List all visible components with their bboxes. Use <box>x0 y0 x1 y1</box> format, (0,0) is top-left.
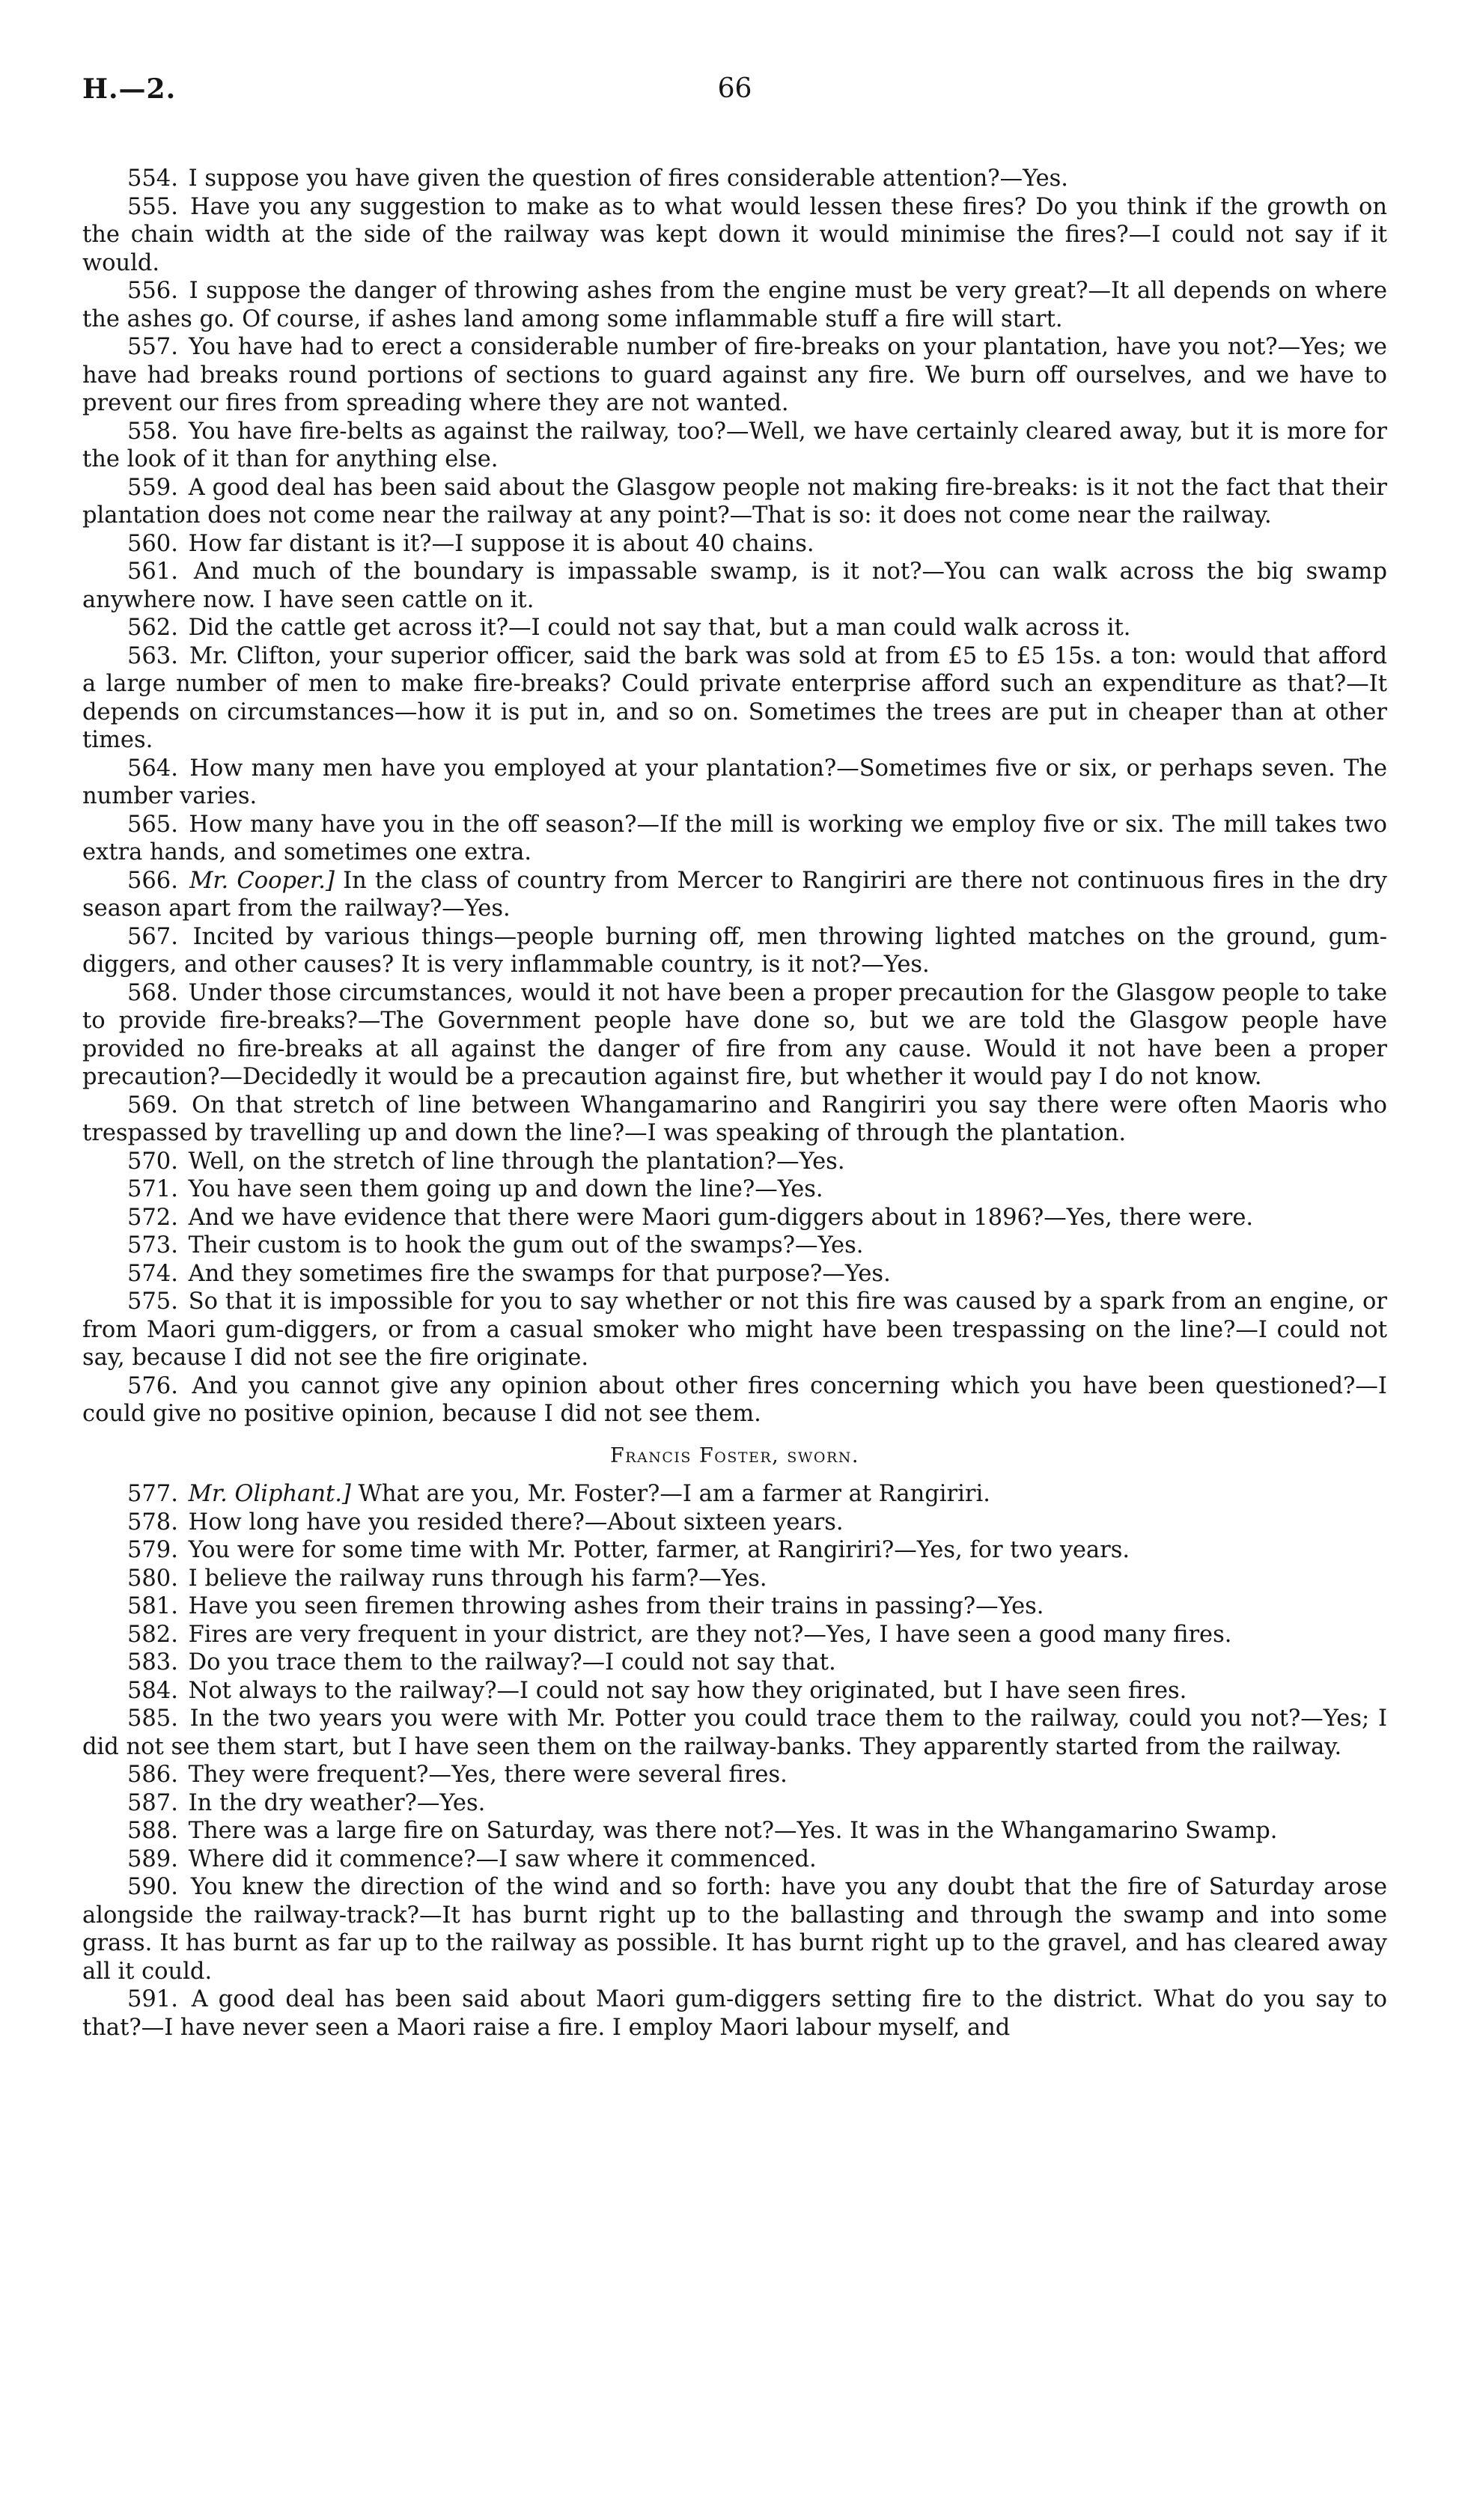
question-text: Well, on the stretch of line through the plantation?—Yes. <box>188 1148 845 1175</box>
question-text: So that it is impossible for you to say whether or not this fire was caused by a spark from an engine, or from Maori gum-diggers, or from a casual smoker who might have been trespassing on the line?—I could not say, because I did not see the fire originate. <box>82 1288 1387 1371</box>
question-number: 580. <box>127 1565 178 1592</box>
question-text: On that stretch of line between Whangamarino and Rangiriri you say there were often Maoris who trespassed by travelling up and down the line?—I was speaking of through the plantation. <box>82 1092 1387 1146</box>
question-paragraph <box>82 333 1387 418</box>
question-text: Did the cattle get across it?—I could not say that, but a man could walk across it. <box>188 615 1131 641</box>
question-text: A good deal has been said about the Glasgow people not making fire-breaks: is it not the fact that their plantation does not come near the railway at any point?—That is so: it does not come near the railway. <box>82 474 1387 529</box>
question-paragraph <box>82 755 1387 811</box>
question-text: Their custom is to hook the gum out of the swamps?—Yes. <box>188 1232 864 1259</box>
question-text: I suppose you have given the question of fires considerable attention?—Yes. <box>188 165 1068 192</box>
question-paragraph <box>82 1232 1387 1260</box>
question-number: 586. <box>127 1762 178 1788</box>
question-paragraph <box>82 811 1387 867</box>
question-number: 587. <box>127 1789 178 1816</box>
examiner-name: Mr. Oliphant.] <box>188 1481 351 1507</box>
question-text: I suppose the danger of throwing ashes from the engine must be very great?—It all depends on where the ashes go. Of course, if ashes land among some inflammable stuff a fire will start. <box>82 278 1387 332</box>
question-text: And you cannot give any opinion about other fires concerning which you have been questioned?—I could give no positive opinion, because I did not see them. <box>82 1372 1387 1427</box>
question-number: 560. <box>127 530 178 557</box>
question-paragraph <box>82 979 1387 1092</box>
question-text: And much of the boundary is impassable swamp, is it not?—You can walk across the big swamp anywhere now. I have seen cattle on it. <box>82 559 1387 613</box>
question-number: 577. <box>127 1481 178 1507</box>
question-paragraph <box>82 530 1387 559</box>
question-number: 565. <box>127 811 178 838</box>
evidence-body <box>82 165 1387 2042</box>
question-text: They were frequent?—Yes, there were several fires. <box>188 1762 788 1788</box>
question-number: 562. <box>127 615 178 641</box>
question-text: There was a large fire on Saturday, was there not?—Yes. It was in the Whangamarino Swamp. <box>188 1818 1278 1844</box>
question-paragraph <box>82 193 1387 278</box>
question-text: How many have you in the off season?—If the mill is working we employ five or six. The mill takes two extra hands, and sometimes one extra. <box>82 811 1387 865</box>
question-paragraph <box>82 1480 1387 1509</box>
question-number: 555. <box>127 193 178 220</box>
question-text: You have seen them going up and down the line?—Yes. <box>188 1176 823 1202</box>
witness-heading: Francis Foster, sworn. <box>609 1443 859 1467</box>
question-text: Under those circumstances, would it not have been a proper precaution for the Glasgow people to take to provide fire-breaks?—The Government people have done so, but we are told the Glasgow people have provided no fire-breaks at all against the danger of fire from any cause. Would it not have been a proper precaution?—Decidedly it would be a precaution against fire, but whether it would pay I do not know. <box>82 979 1387 1090</box>
question-paragraph <box>82 474 1387 530</box>
question-paragraph <box>82 923 1387 979</box>
question-number: 568. <box>127 979 178 1006</box>
question-text: Have you seen firemen throwing ashes from their trains in passing?—Yes. <box>188 1593 1044 1619</box>
question-number: 590. <box>127 1874 178 1900</box>
question-paragraph <box>82 1260 1387 1288</box>
page-number: 66 <box>717 73 752 104</box>
question-text: Incited by various things—people burning off, men throwing lighted matches on the ground, gum-diggers, and other causes? It is very inflammable country, is it not?—Yes. <box>82 923 1387 978</box>
question-text: In the class of country from Mercer to Rangiriri are there not continuous fires in the dry season apart from the railway?—Yes. <box>82 867 1387 922</box>
question-text: And we have evidence that there were Maori gum-diggers about in 1896?—Yes, there were. <box>188 1204 1254 1231</box>
question-number: 554. <box>127 165 178 192</box>
question-number: 569. <box>127 1092 178 1119</box>
question-paragraph <box>82 1705 1387 1761</box>
examiner-name: Mr. Cooper.] <box>189 867 335 894</box>
question-number: 559. <box>127 474 178 501</box>
question-text: And they sometimes fire the swamps for that purpose?—Yes. <box>188 1260 891 1287</box>
question-number: 574. <box>127 1260 178 1287</box>
question-paragraph <box>82 867 1387 923</box>
question-text: How many men have you employed at your plantation?—Sometimes five or six, or perhaps seven. The number varies. <box>82 755 1387 809</box>
question-paragraph <box>82 1372 1387 1428</box>
question-paragraph <box>82 277 1387 333</box>
question-text: Have you any suggestion to make as to what would lessen these fires? Do you think if the growth on the chain width at the side of the railway was kept down it would minimise the fires?—I could not say if it would. <box>82 193 1388 276</box>
question-number: 578. <box>127 1509 178 1536</box>
question-number: 557. <box>127 334 178 360</box>
question-number: 566. <box>127 867 178 894</box>
question-paragraph <box>82 1761 1387 1789</box>
question-text: What are you, Mr. Foster?—I am a farmer at Rangiriri. <box>358 1481 990 1507</box>
question-number: 571. <box>127 1176 178 1202</box>
question-number: 572. <box>127 1204 178 1231</box>
question-paragraph <box>82 1565 1387 1593</box>
question-number: 583. <box>127 1649 178 1676</box>
question-text: Where did it commence?—I saw where it commenced. <box>188 1845 817 1872</box>
question-number: 570. <box>127 1148 178 1175</box>
question-text: How far distant is it?—I suppose it is about 40 chains. <box>188 530 814 557</box>
question-text: Mr. Clifton, your superior officer, said the bark was sold at from £5 to £5 15s. a ton: would that afford a large number of men to make fire-breaks? Could private enterprise afford such an expenditure as that?—It depends on circumstances—how it is put in, and so on. Sometimes the trees are put in cheaper than at other times. <box>82 642 1387 753</box>
question-text: I believe the railway runs through his farm?—Yes. <box>188 1565 767 1592</box>
question-text: Fires are very frequent in your district, are they not?—Yes, I have seen a good many fires. <box>188 1621 1232 1648</box>
question-text: In the two years you were with Mr. Potter you could trace them to the railway, could you not?—Yes; I did not see them start, but I have seen them on the railway-banks. They apparently started from the railway. <box>82 1705 1387 1760</box>
question-paragraph <box>82 1985 1387 2042</box>
question-paragraph <box>82 1817 1387 1845</box>
question-number: 576. <box>127 1372 178 1399</box>
question-paragraph <box>82 1148 1387 1176</box>
question-paragraph <box>82 1649 1387 1677</box>
question-paragraph <box>82 1677 1387 1705</box>
question-paragraph <box>82 1845 1387 1874</box>
question-paragraph <box>82 1873 1387 1985</box>
question-paragraph <box>82 1288 1387 1372</box>
question-number: 558. <box>127 418 178 445</box>
question-paragraph <box>82 1175 1387 1204</box>
document-code: H.—2. <box>82 73 177 105</box>
question-number: 556. <box>127 278 178 304</box>
question-text: You have had to erect a considerable number of fire-breaks on your plantation, have you not?—Yes; we have had breaks round portions of sections to guard against any fire. We burn off ourselves, and we have to prevent our fires from spreading where they are not wanted. <box>82 334 1387 416</box>
question-paragraph <box>82 1204 1387 1232</box>
question-paragraph <box>82 418 1387 474</box>
question-number: 579. <box>127 1537 178 1563</box>
question-number: 561. <box>127 559 178 585</box>
question-number: 567. <box>127 923 178 950</box>
question-number: 582. <box>127 1621 178 1648</box>
question-paragraph <box>82 642 1387 755</box>
question-text: You have fire-belts as against the railway, too?—Well, we have certainly cleared away, but it is more for the look of it than for anything else. <box>82 418 1387 472</box>
question-number: 585. <box>127 1705 178 1732</box>
question-number: 591. <box>127 1986 178 2012</box>
question-number: 589. <box>127 1845 178 1872</box>
question-text: You were for some time with Mr. Potter, farmer, at Rangiriri?—Yes, for two years. <box>188 1537 1130 1563</box>
question-number: 581. <box>127 1593 178 1619</box>
question-paragraph <box>82 1509 1387 1537</box>
question-paragraph <box>82 1789 1387 1818</box>
question-text: A good deal has been said about Maori gum-diggers setting fire to the district. What do you say to that?—I have never seen a Maori raise a fire. I employ Maori labour myself, and <box>82 1986 1388 2041</box>
question-paragraph <box>82 165 1387 193</box>
question-number: 573. <box>127 1232 178 1259</box>
question-text: You knew the direction of the wind and so forth: have you any doubt that the fire of Saturday arose alongside the railway-track?—It has burnt right up to the ballasting and through the swamp and into some grass. It has burnt as far up to the railway as possible. It has burnt right up to the gravel, and has cleared away all it could. <box>82 1874 1387 1985</box>
question-paragraph <box>82 614 1387 642</box>
question-paragraph <box>82 1536 1387 1565</box>
question-paragraph <box>82 558 1387 614</box>
question-number: 575. <box>127 1288 178 1315</box>
question-text: Do you trace them to the railway?—I could not say that. <box>188 1649 836 1676</box>
page-header <box>82 73 1387 118</box>
question-number: 588. <box>127 1818 178 1844</box>
question-paragraph <box>82 1592 1387 1621</box>
question-number: 563. <box>127 642 178 669</box>
question-text: How long have you resided there?—About sixteen years. <box>188 1509 844 1536</box>
question-number: 584. <box>127 1677 178 1704</box>
question-paragraph <box>82 1092 1387 1148</box>
question-text: Not always to the railway?—I could not say how they originated, but I have seen fires. <box>188 1677 1187 1704</box>
question-number: 564. <box>127 755 178 782</box>
question-text: In the dry weather?—Yes. <box>188 1789 486 1816</box>
question-paragraph <box>82 1621 1387 1649</box>
